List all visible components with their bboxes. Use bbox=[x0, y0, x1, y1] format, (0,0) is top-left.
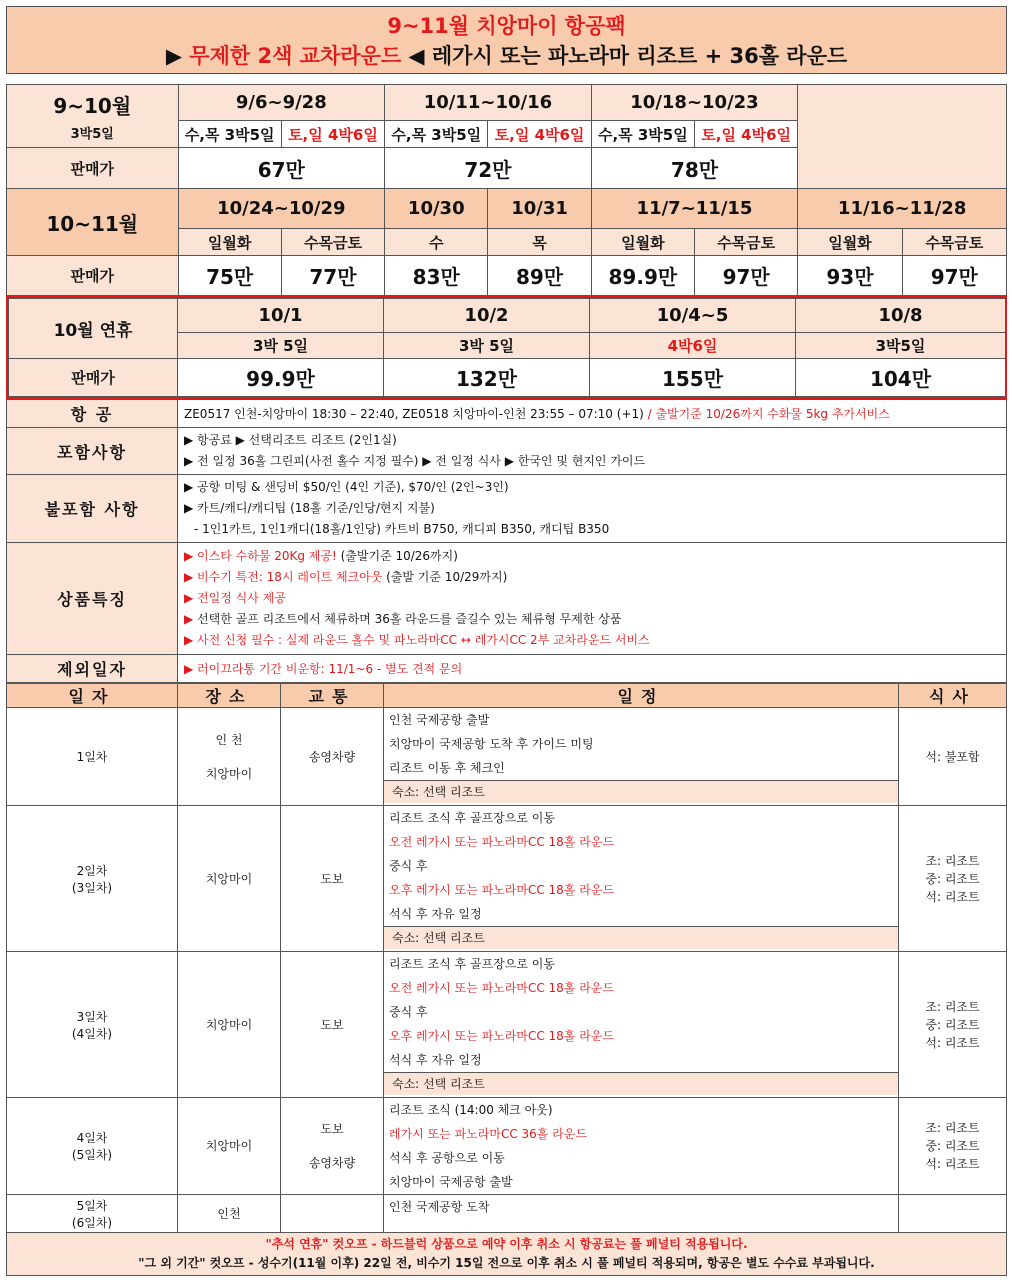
schedule-row bbox=[7, 708, 1007, 806]
plan-item: 리조트 조식 후 골프장으로 이동 bbox=[389, 811, 555, 825]
price-value: 75만 bbox=[178, 256, 281, 296]
season2-dates: 10/30 bbox=[385, 189, 488, 229]
arrow-right-icon: ▶ bbox=[165, 44, 182, 68]
price-value: 78만 bbox=[591, 148, 798, 189]
exclude-dates: ▶ 러이끄라통 기간 비운항: 11/1~6 - 별도 견적 문의 bbox=[178, 655, 1007, 683]
season1-option: 토,일 4박6일 bbox=[695, 121, 798, 148]
exclude-dates-label: 제외일자 bbox=[7, 655, 178, 683]
plan-item: 치앙마이 국제공항 도착 후 가이드 미팅 bbox=[389, 737, 594, 751]
season2-label: 10~11월 bbox=[7, 189, 179, 256]
accommodation: 숙소: 선택 리조트 bbox=[384, 780, 898, 803]
plan-item: 오전 레가시 또는 파노라마CC 18홀 라운드 bbox=[389, 981, 614, 995]
plan-item: 석식 후 자유 일정 bbox=[389, 907, 482, 921]
schedule-day: 1일차 bbox=[7, 708, 178, 806]
plan-item: 오후 레가시 또는 파노라마CC 18홀 라운드 bbox=[389, 883, 614, 897]
header-meal: 식사 bbox=[899, 684, 1007, 708]
season1-dates: 10/18~10/23 bbox=[591, 85, 798, 121]
schedule-day: 5일차 (6일차) bbox=[7, 1195, 178, 1233]
schedule-meals: 조: 리조트 중: 리조트 석: 리조트 bbox=[899, 1098, 1007, 1195]
season2-days: 일월화 bbox=[591, 229, 694, 256]
plan-item: 레가시 또는 파노라마CC 36홀 라운드 bbox=[389, 1127, 587, 1141]
flight-label: 항 공 bbox=[7, 400, 178, 428]
plan-item: 석식 후 자유 일정 bbox=[389, 1053, 482, 1067]
schedule-table bbox=[6, 683, 1007, 1233]
price-value: 72만 bbox=[385, 148, 592, 189]
schedule-day: 2일차 (3일차) bbox=[7, 806, 178, 952]
schedule-meals: 조: 리조트 중: 리조트 석: 리조트 bbox=[899, 806, 1007, 952]
schedule-transport: 도보 bbox=[281, 806, 384, 952]
feature-list: ▶ 이스타 수하물 20Kg 제공! (출발기준 10/26까지) ▶ 비수기 특전: 18시 레이트 체크아웃 (출발 기준 10/29까지) ▶ 전일정 식사 제공 ▶ 선택한 골프 리조트에서 체류하며 36홀 라운드를 즐길수 있는 체류형 무제한 상품 ▶ 사전 신청 필수 : 실제 라운드 홀수 및 파노라마CC ↔ 레가시CC 2부 교차라운드 서비스 bbox=[178, 543, 1007, 655]
schedule-row bbox=[7, 1098, 1007, 1195]
price-value: 97만 bbox=[695, 256, 798, 296]
price-value: 132만 bbox=[384, 359, 590, 397]
plan-item: 오후 레가시 또는 파노라마CC 18홀 라운드 bbox=[389, 1029, 614, 1043]
season2-days: 수 bbox=[385, 229, 488, 256]
accommodation: 숙소: 선택 리조트 bbox=[384, 926, 898, 949]
season2-days: 수목금토 bbox=[695, 229, 798, 256]
flight-info: ZE0517 인천-치앙마이 18:30 – 22:40, ZE0518 치앙마이-인천 23:55 – 07:10 (+1) / 출발기준 10/26까지 수화물 5kg 추가서비스 bbox=[178, 400, 1007, 428]
price-value: 97만 bbox=[902, 256, 1006, 296]
price-value: 83만 bbox=[385, 256, 488, 296]
plan-item: 인천 국제공항 도착 bbox=[389, 1200, 490, 1214]
price-value: 99.9만 bbox=[178, 359, 384, 397]
season2-dates: 10/31 bbox=[488, 189, 591, 229]
arrow-left-icon: ◀ bbox=[408, 44, 425, 68]
season1-option: 수,목 3박5일 bbox=[178, 121, 281, 148]
season2-dates: 11/16~11/28 bbox=[798, 189, 1007, 229]
exclude-label: 불포함 사항 bbox=[7, 475, 178, 543]
include-list: ▶ 항공료 ▶ 선택리조트 리조트 (2인1실) ▶ 전 일정 36홀 그린피(사전 홀수 지정 필수) ▶ 전 일정 식사 ▶ 한국인 및 현지인 가이드 bbox=[178, 428, 1007, 475]
holiday-dates: 10/4~5 bbox=[590, 299, 796, 333]
header-day: 일자 bbox=[7, 684, 178, 708]
holiday-dates: 10/8 bbox=[796, 299, 1006, 333]
price-value: 155만 bbox=[590, 359, 796, 397]
price-value: 67만 bbox=[178, 148, 385, 189]
page-subtitle bbox=[7, 41, 1006, 71]
plan-item: 리조트 이동 후 체크인 bbox=[389, 761, 505, 775]
schedule-transport: 도보 송영차량 bbox=[281, 1098, 384, 1195]
price-value: 77만 bbox=[281, 256, 384, 296]
holiday-dates: 10/2 bbox=[384, 299, 590, 333]
plan-item: 치앙마이 국제공항 출발 bbox=[389, 1175, 513, 1189]
holiday-section bbox=[6, 296, 1007, 399]
holiday-nights: 3박 5일 bbox=[178, 333, 384, 359]
price-value: 93만 bbox=[798, 256, 902, 296]
subtitle-text: 레가시 또는 파노라마 리조트 + 36홀 라운드 bbox=[431, 44, 848, 68]
schedule-day: 3일차 (4일차) bbox=[7, 952, 178, 1098]
schedule-plan bbox=[384, 1098, 899, 1195]
page-title: 9~11월 치앙마이 항공팩 bbox=[387, 14, 626, 38]
schedule-transport bbox=[281, 1195, 384, 1233]
season1-option: 토,일 4박6일 bbox=[488, 121, 591, 148]
season2-dates: 11/7~11/15 bbox=[591, 189, 798, 229]
season1-option: 토,일 4박6일 bbox=[281, 121, 384, 148]
plan-item: 오전 레가시 또는 파노라마CC 18홀 라운드 bbox=[389, 835, 614, 849]
season2-days: 수목금토 bbox=[281, 229, 384, 256]
schedule-row bbox=[7, 806, 1007, 952]
schedule-place: 치앙마이 bbox=[178, 952, 281, 1098]
schedule-day: 4일차 (5일차) bbox=[7, 1098, 178, 1195]
season1-dates: 10/11~10/16 bbox=[385, 85, 592, 121]
season1-dates: 9/6~9/28 bbox=[178, 85, 385, 121]
schedule-place: 치앙마이 bbox=[178, 1098, 281, 1195]
season1-option: 수,목 3박5일 bbox=[385, 121, 488, 148]
season1-empty-cell bbox=[798, 85, 1007, 189]
season2-days: 수목금토 bbox=[902, 229, 1006, 256]
info-table bbox=[6, 399, 1007, 683]
season2-days: 일월화 bbox=[178, 229, 281, 256]
plan-item: 리조트 조식 후 골프장으로 이동 bbox=[389, 957, 555, 971]
footer-line-1: "추석 연휴" 컷오프 - 하드블럭 상품으로 예약 이후 취소 시 항공료는 풀 페널티 적용됩니다. bbox=[265, 1237, 748, 1251]
price-label: 판매가 bbox=[9, 359, 178, 397]
header-banner bbox=[6, 6, 1007, 74]
schedule-transport: 송영차량 bbox=[281, 708, 384, 806]
footer-notice bbox=[6, 1233, 1007, 1276]
schedule-plan bbox=[384, 952, 899, 1098]
schedule-meals: 석: 불포함 bbox=[899, 708, 1007, 806]
season2-days: 목 bbox=[488, 229, 591, 256]
holiday-dates: 10/1 bbox=[178, 299, 384, 333]
holiday-label: 10월 연휴 bbox=[9, 299, 178, 359]
subtitle-highlight: 무제한 2색 교차라운드 bbox=[189, 44, 402, 68]
holiday-nights: 4박6일 bbox=[590, 333, 796, 359]
plan-item: 중식 후 bbox=[389, 1005, 428, 1019]
season1-label: 9~10월 3박5일 bbox=[7, 85, 179, 148]
schedule-place: 인천 bbox=[178, 1195, 281, 1233]
season2-dates: 10/24~10/29 bbox=[178, 189, 385, 229]
accommodation: 숙소: 선택 리조트 bbox=[384, 1072, 898, 1095]
schedule-plan bbox=[384, 806, 899, 952]
season2-days: 일월화 bbox=[798, 229, 902, 256]
price-label: 판매가 bbox=[7, 256, 179, 296]
feature-label: 상품특징 bbox=[7, 543, 178, 655]
schedule-place: 치앙마이 bbox=[178, 806, 281, 952]
price-value: 89.9만 bbox=[591, 256, 694, 296]
season1-option: 수,목 3박5일 bbox=[591, 121, 694, 148]
schedule-row bbox=[7, 1195, 1007, 1233]
price-label: 판매가 bbox=[7, 148, 179, 189]
header-transport: 교통 bbox=[281, 684, 384, 708]
plan-item: 중식 후 bbox=[389, 859, 428, 873]
header-place: 장소 bbox=[178, 684, 281, 708]
schedule-plan bbox=[384, 708, 899, 806]
holiday-price-table bbox=[8, 298, 1006, 397]
schedule-place: 인 천 치앙마이 bbox=[178, 708, 281, 806]
exclude-list: ▶ 공항 미팅 & 샌딩비 $50/인 (4인 기준), $70/인 (2인~3인) ▶ 카트/캐디/캐디팁 (18홀 기준/인당/현지 지불) - 1인1카트, 1인1캐디(18홀/1인당) 카트비 B750, 캐디피 B350, 캐디팁 B350 bbox=[178, 475, 1007, 543]
plan-item: 석식 후 공항으로 이동 bbox=[389, 1151, 505, 1165]
header-plan: 일정 bbox=[384, 684, 899, 708]
include-label: 포함사항 bbox=[7, 428, 178, 475]
plan-item: 리조트 조식 (14:00 체크 아웃) bbox=[389, 1103, 553, 1117]
price-value: 89만 bbox=[488, 256, 591, 296]
schedule-plan bbox=[384, 1195, 899, 1233]
schedule-meals: 조: 리조트 중: 리조트 석: 리조트 bbox=[899, 952, 1007, 1098]
schedule-row bbox=[7, 952, 1007, 1098]
schedule-transport: 도보 bbox=[281, 952, 384, 1098]
schedule-meals bbox=[899, 1195, 1007, 1233]
footer-line-2: "그 외 기간" 컷오프 - 성수기(11월 이후) 22일 전, 비수기 15일 전으로 이후 취소 시 풀 페널티 적용되며, 항공은 별도 수수료 부과됩니다. bbox=[138, 1256, 875, 1270]
holiday-nights: 3박 5일 bbox=[384, 333, 590, 359]
plan-item: 인천 국제공항 출발 bbox=[389, 713, 490, 727]
price-value: 104만 bbox=[796, 359, 1006, 397]
holiday-nights: 3박5일 bbox=[796, 333, 1006, 359]
season1-price-table bbox=[6, 84, 1007, 296]
